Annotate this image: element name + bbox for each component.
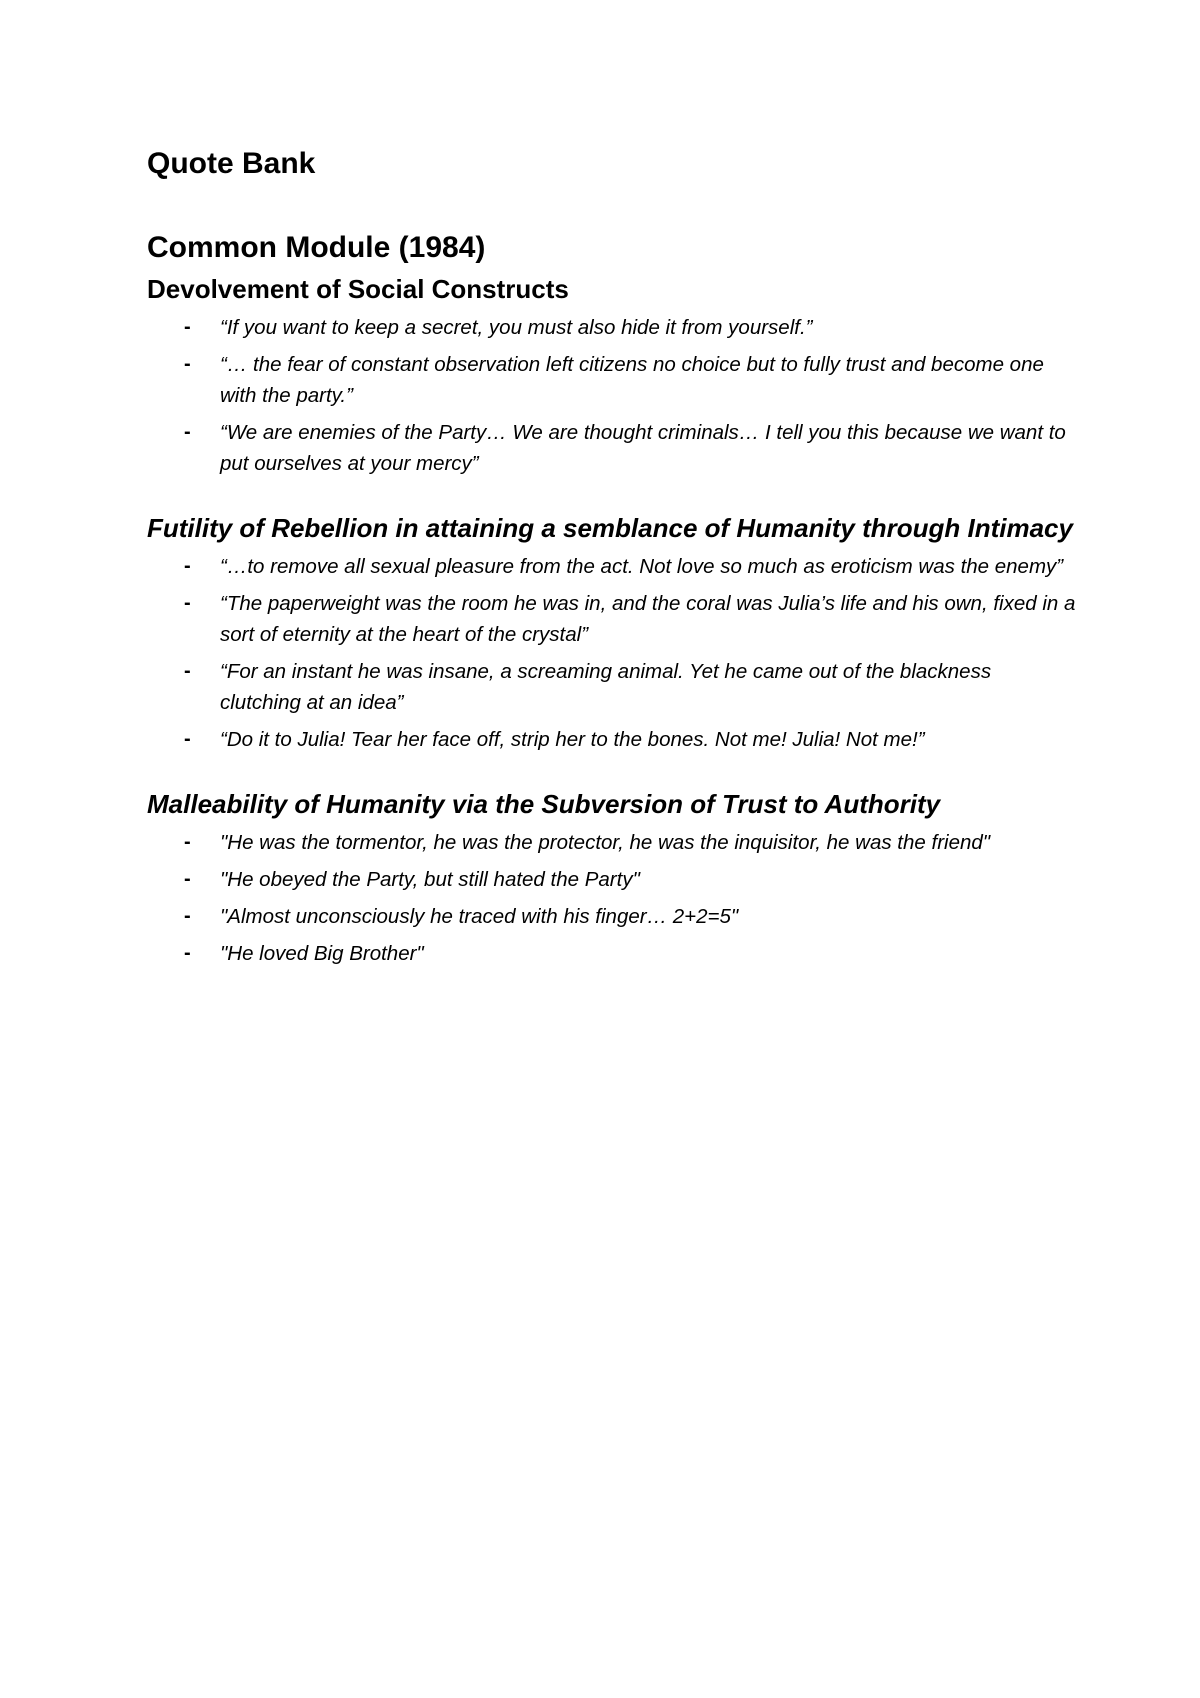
- bullet-dash-icon: -: [184, 728, 191, 750]
- section-heading-malleability-authority: Malleability of Humanity via the Subversion of Trust to Authority: [147, 789, 941, 819]
- quote-item: [147, 417, 1077, 479]
- quote-text: "Almost unconsciously he traced with his finger… 2+2=5": [220, 905, 739, 928]
- quote-item: [147, 724, 1077, 755]
- quote-text: “We are enemies of the Party… We are thought criminals… I tell you this because we want to put ourselves at your mercy”: [220, 421, 1066, 475]
- bullet-dash-icon: -: [184, 660, 191, 682]
- quote-item: [147, 588, 1077, 650]
- quote-item: [147, 312, 1077, 343]
- quote-item: [147, 827, 1077, 858]
- bullet-dash-icon: -: [184, 905, 191, 927]
- quote-item: [147, 901, 1077, 932]
- quote-text: "He loved Big Brother": [220, 942, 424, 965]
- bullet-dash-icon: -: [184, 942, 191, 964]
- quote-item: [147, 656, 1077, 718]
- bullet-dash-icon: -: [184, 353, 191, 375]
- bullet-dash-icon: -: [184, 831, 191, 853]
- document-title: Quote Bank: [147, 147, 316, 180]
- quote-text: “For an instant he was insane, a screaming animal. Yet he came out of the blackness clutching at an idea”: [220, 660, 992, 714]
- quote-text: "He was the tormentor, he was the protector, he was the inquisitor, he was the friend": [220, 831, 991, 854]
- quote-item: [147, 864, 1077, 895]
- quote-item: [147, 551, 1077, 582]
- quote-list-rebellion-intimacy: [147, 551, 1077, 755]
- quote-text: “…to remove all sexual pleasure from the act. Not love so much as eroticism was the enemy”: [220, 555, 1064, 578]
- quote-item: [147, 938, 1077, 969]
- bullet-dash-icon: -: [184, 555, 191, 577]
- module-title: Common Module (1984): [147, 231, 486, 264]
- quote-text: “The paperweight was the room he was in, and the coral was Julia’s life and his own, fixed in a sort of eternity at the heart of the crystal”: [220, 592, 1076, 646]
- quote-text: "He obeyed the Party, but still hated the Party": [220, 868, 640, 891]
- quote-text: “… the fear of constant observation left citizens no choice but to fully trust and become one with the party.”: [220, 353, 1044, 407]
- section-heading-social-constructs: Devolvement of Social Constructs: [147, 274, 569, 304]
- document-content: [147, 138, 1077, 969]
- bullet-dash-icon: -: [184, 868, 191, 890]
- section-heading-rebellion-intimacy: Futility of Rebellion in attaining a semblance of Humanity through Intimacy: [147, 513, 1073, 543]
- quote-item: [147, 349, 1077, 411]
- quote-text: “If you want to keep a secret, you must also hide it from yourself.”: [220, 316, 813, 339]
- quote-list-malleability-authority: [147, 827, 1077, 969]
- quote-list-social-constructs: [147, 312, 1077, 479]
- bullet-dash-icon: -: [184, 421, 191, 443]
- bullet-dash-icon: -: [184, 592, 191, 614]
- bullet-dash-icon: -: [184, 316, 191, 338]
- quote-text: “Do it to Julia! Tear her face off, strip her to the bones. Not me! Julia! Not me!”: [220, 728, 925, 751]
